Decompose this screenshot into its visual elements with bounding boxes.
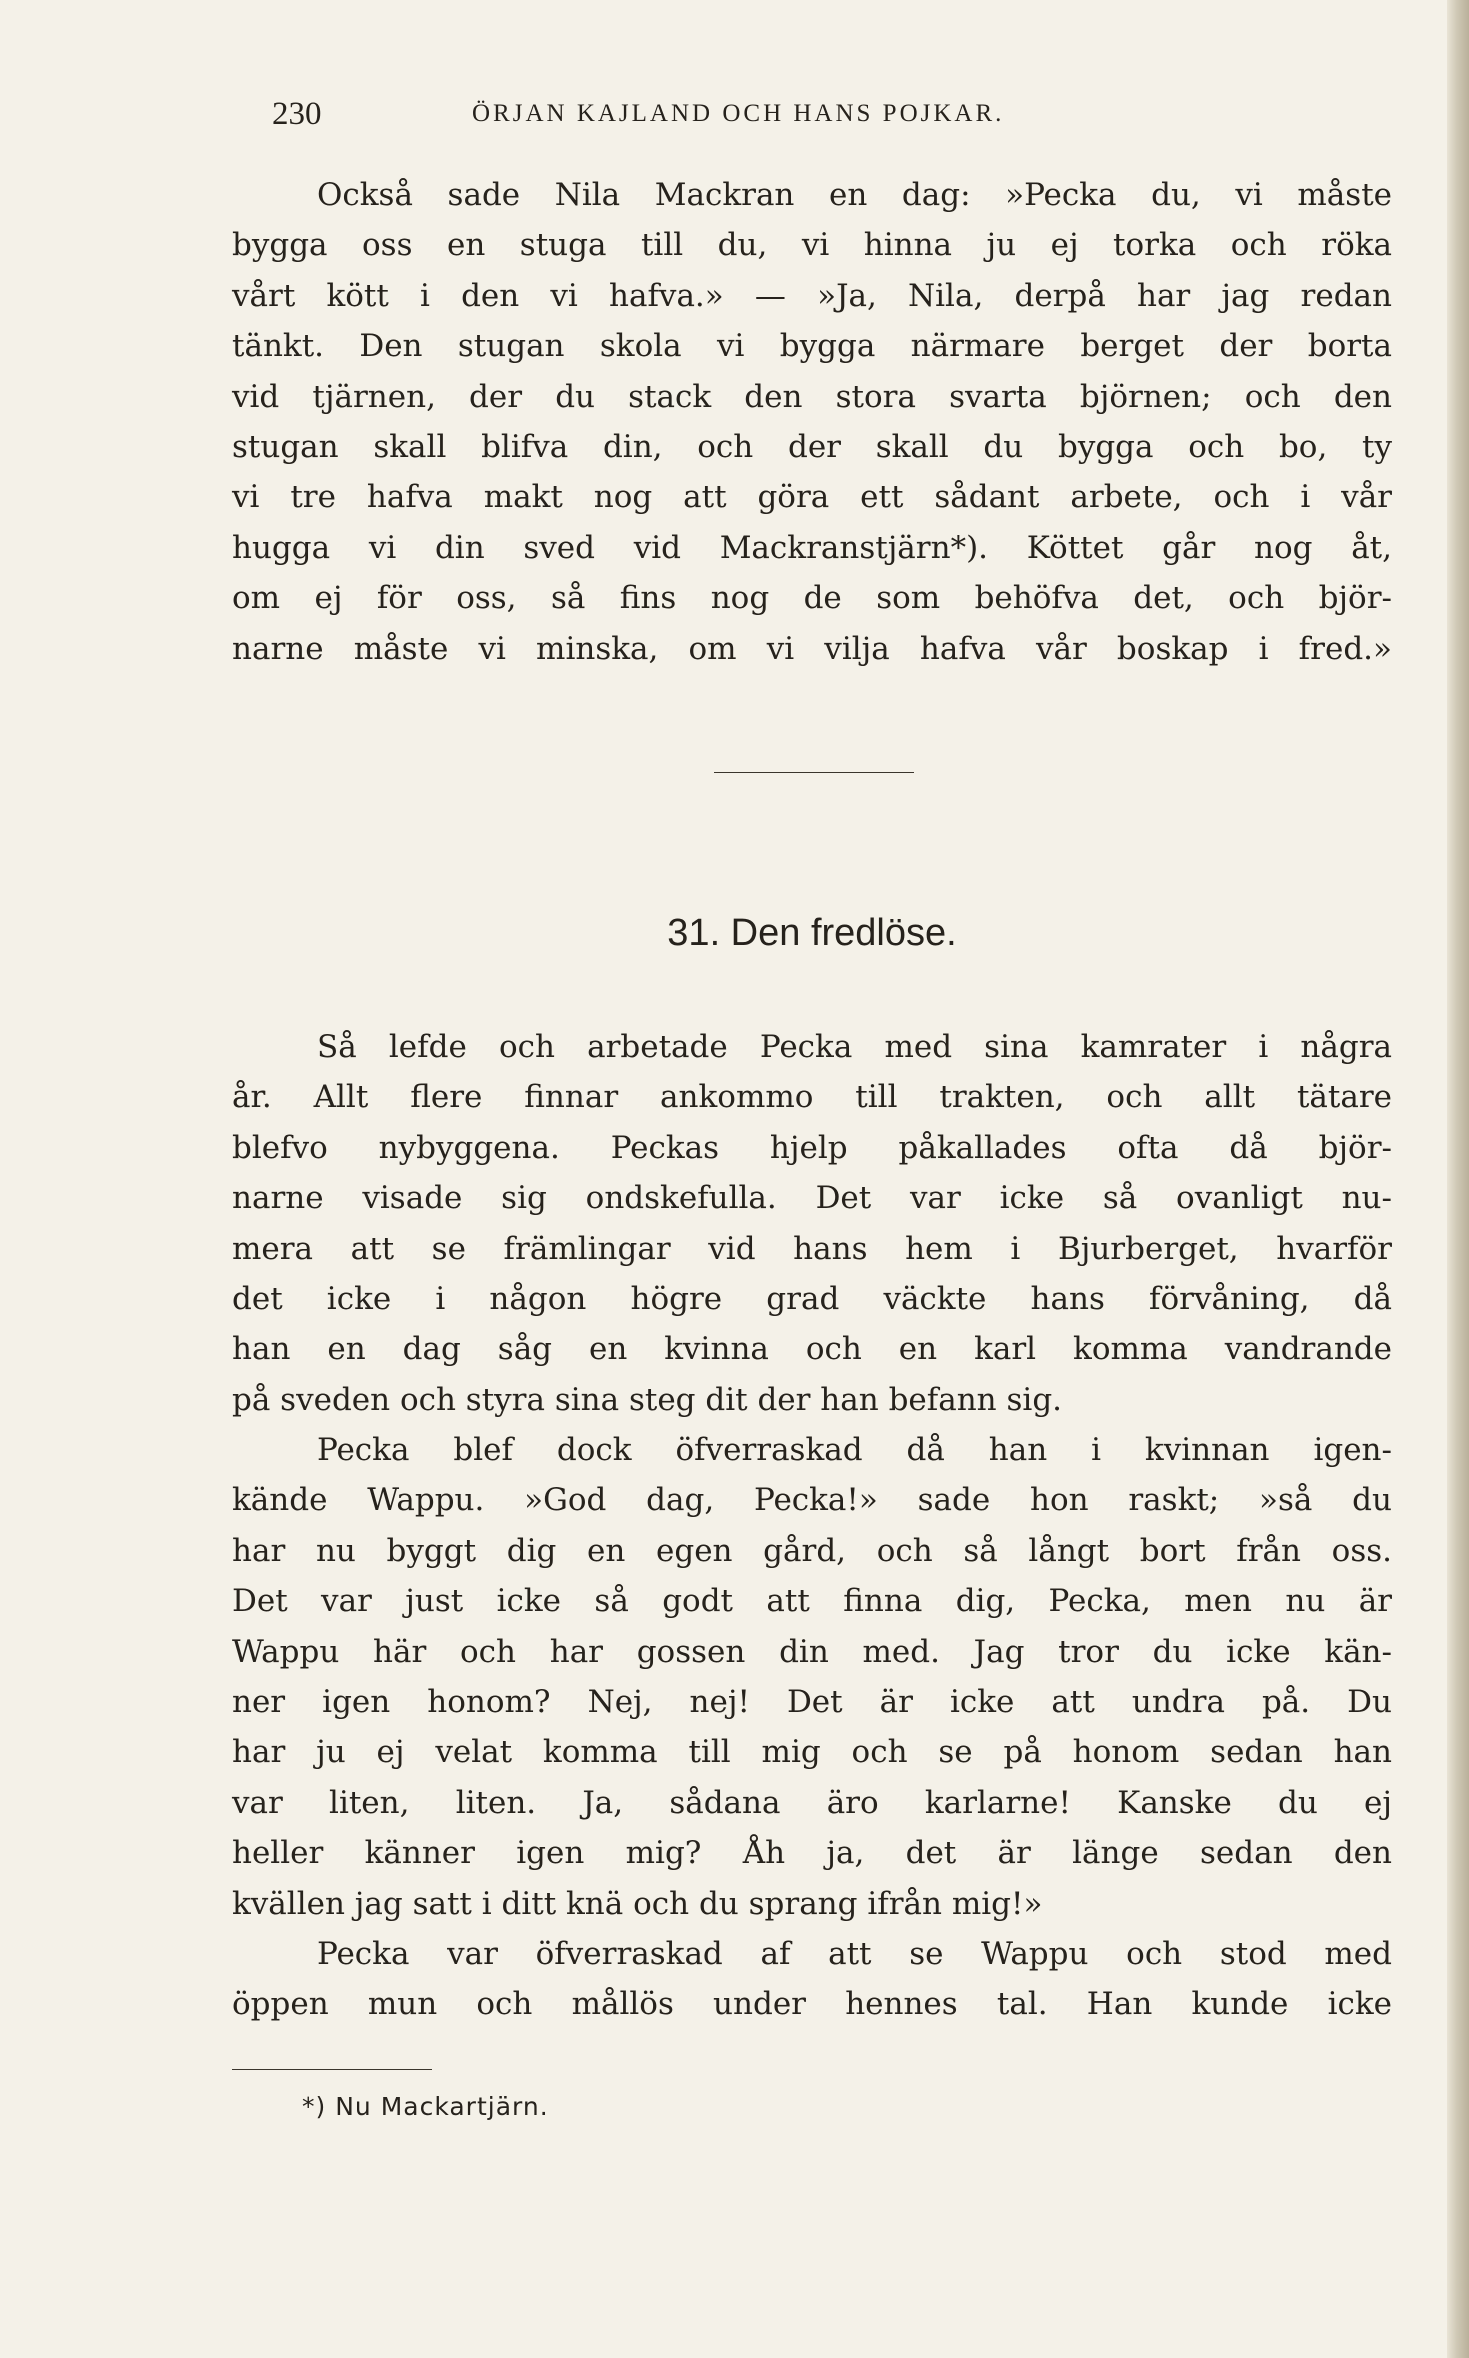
text-line: har nu byggt dig en egen gård, och så långt bort från oss.	[232, 1532, 1392, 1569]
text-line: har ju ej velat komma till mig och se på honom sedan han	[232, 1734, 1392, 1771]
text-line: år. Allt flere finnar ankommo till trakten, och allt tätare	[232, 1079, 1392, 1116]
running-head	[232, 96, 1392, 136]
text-line: stugan skall blifva din, och der skall du bygga och bo, ty	[232, 429, 1392, 466]
text-line: vid tjärnen, der du stack den stora svarta björnen; och den	[232, 378, 1392, 415]
text-line: narne måste vi minska, om vi vilja hafva vår boskap i fred.»	[232, 630, 1392, 667]
text-line: Det var just icke så godt att finna dig, Pecka, men nu är	[232, 1583, 1392, 1620]
text-line: kvällen jag satt i ditt knä och du sprang ifrån mig!»	[232, 1885, 1043, 1922]
text-line: kände Wappu. »God dag, Pecka!» sade hon raskt; »så du	[232, 1482, 1392, 1519]
text-line: hugga vi din sved vid Mackranstjärn*). Köttet går nog åt,	[232, 529, 1392, 566]
text-line: var liten, liten. Ja, sådana äro karlarne! Kanske du ej	[232, 1784, 1392, 1821]
text-line: Wappu här och har gossen din med. Jag tror du icke kän-	[232, 1633, 1392, 1670]
text-line: narne visade sig ondskefulla. Det var icke så ovanligt nu-	[232, 1180, 1392, 1217]
text-line: blefvo nybyggena. Peckas hjelp påkallades ofta då björ-	[232, 1129, 1392, 1166]
paragraph-1	[232, 170, 1392, 674]
section-divider	[714, 772, 914, 773]
text-line: mera att se främlingar vid hans hem i Bjurberget, hvarför	[232, 1230, 1392, 1267]
text-line: vi tre hafva makt nog att göra ett sådant arbete, och i vår	[232, 479, 1392, 516]
text-line: tänkt. Den stugan skola vi bygga närmare berget der borta	[232, 328, 1392, 365]
text-line: Också sade Nila Mackran en dag: »Pecka du, vi måste	[317, 177, 1392, 213]
text-line: han en dag såg en kvinna och en karl komma vandrande	[232, 1331, 1392, 1368]
text-line: öppen mun och mållös under hennes tal. Han kunde icke	[232, 1986, 1392, 2023]
text-line: på sveden och styra sina steg dit der han befann sig.	[232, 1381, 1063, 1418]
text-line: Pecka var öfverraskad af att se Wappu och stod med	[317, 1936, 1392, 1972]
text-line: vårt kött i den vi hafva.» — »Ja, Nila, derpå har jag redan	[232, 277, 1392, 314]
running-title: ÖRJAN KAJLAND OCH HANS POJKAR.	[472, 100, 1005, 127]
section-heading: 31. Den fredlöse.	[667, 912, 957, 954]
paragraph-3	[232, 1425, 1392, 1929]
paragraph-2	[232, 1022, 1392, 1425]
text-line: om ej för oss, så fins nog de som behöfva det, och björ-	[232, 580, 1392, 617]
text-line: bygga oss en stuga till du, vi hinna ju ej torka och röka	[232, 227, 1392, 264]
text-line: Så lefde och arbetade Pecka med sina kamrater i några	[317, 1029, 1392, 1065]
text-line: Pecka blef dock öfverraskad då han i kvinnan igen-	[317, 1432, 1392, 1468]
page-number: 230	[272, 96, 322, 132]
paragraph-4	[232, 1929, 1392, 2030]
footnote: *) Nu Mackartjärn.	[302, 2092, 549, 2121]
text-line: heller känner igen mig? Åh ja, det är länge sedan den	[232, 1835, 1392, 1872]
footnote-divider	[232, 2069, 432, 2070]
text-line: det icke i någon högre grad väckte hans förvåning, då	[232, 1281, 1392, 1318]
page-edge	[1447, 0, 1469, 2358]
text-line: ner igen honom? Nej, nej! Det är icke att undra på. Du	[232, 1684, 1392, 1721]
